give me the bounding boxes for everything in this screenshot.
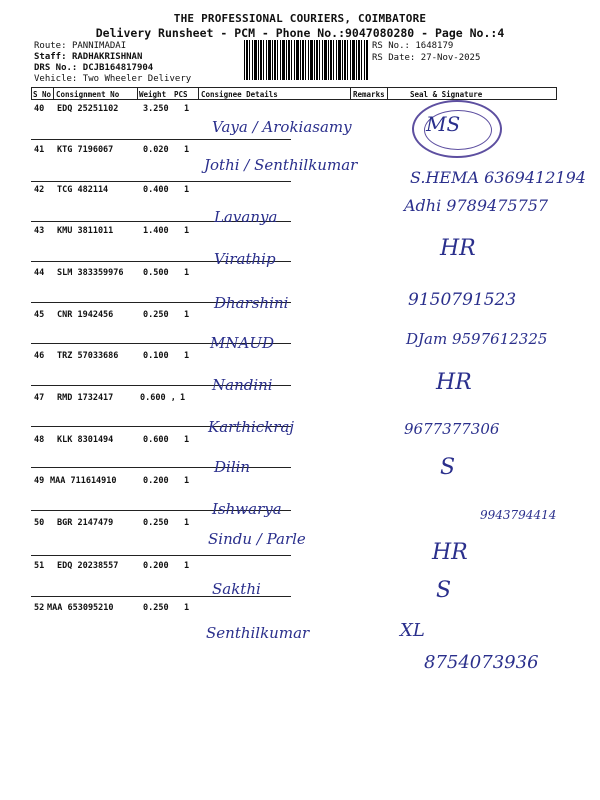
table-header-border bbox=[31, 99, 556, 100]
row-weight: 0.400 bbox=[143, 185, 169, 195]
row-divider bbox=[31, 467, 291, 468]
handwritten-consignee: MNAUD bbox=[210, 334, 274, 352]
row-weight: 0.200 bbox=[143, 476, 169, 486]
row-pcs: 1 bbox=[184, 518, 190, 528]
route-value: PANNIMADAI bbox=[71, 41, 127, 51]
handwritten-consignee: Sindu / Parle bbox=[208, 530, 306, 548]
col-header-weight: Weight bbox=[139, 90, 167, 99]
row-divider bbox=[31, 555, 291, 556]
row-sno: 40 bbox=[34, 104, 45, 114]
col-divider bbox=[53, 87, 54, 100]
handwritten-signature: S bbox=[440, 455, 456, 480]
handwritten-signature: 9677377306 bbox=[404, 420, 500, 438]
col-divider bbox=[31, 87, 32, 100]
row-pcs: 1 bbox=[184, 185, 190, 195]
row-consignment-no: EDQ 25251102 bbox=[57, 104, 119, 114]
staff-label: Staff: bbox=[34, 52, 67, 62]
row-pcs: 1 bbox=[180, 393, 186, 403]
route-field bbox=[34, 41, 126, 51]
row-pcs: 1 bbox=[184, 310, 190, 320]
row-sno: 47 bbox=[34, 393, 45, 403]
route-label: Route: bbox=[34, 41, 67, 51]
row-sno: 41 bbox=[34, 145, 45, 155]
rs-no-field bbox=[372, 41, 453, 51]
row-consignment-no: TCG 482114 bbox=[57, 185, 109, 195]
row-weight: 0.250 bbox=[143, 603, 169, 613]
rs-date-field bbox=[372, 53, 480, 63]
vehicle-value: Two Wheeler Delivery bbox=[82, 74, 192, 84]
row-sno: 45 bbox=[34, 310, 45, 320]
row-sno: 44 bbox=[34, 268, 45, 278]
row-divider bbox=[31, 139, 291, 140]
row-sno: 43 bbox=[34, 226, 45, 236]
row-sno: 42 bbox=[34, 185, 45, 195]
handwritten-signature: XL bbox=[400, 620, 425, 641]
handwritten-consignee: Virathip bbox=[214, 250, 276, 268]
handwritten-consignee: Lavanya bbox=[214, 208, 278, 226]
col-divider bbox=[387, 87, 388, 100]
handwritten-consignee: Jothi / Senthilkumar bbox=[204, 156, 358, 174]
row-weight: 0.250 bbox=[143, 310, 169, 320]
rs-no-value: 1648179 bbox=[415, 41, 454, 51]
handwritten-signature: Adhi 9789475757 bbox=[404, 196, 549, 215]
col-header-consignee: Consignee Details bbox=[201, 90, 278, 99]
col-header-pcs: PCS bbox=[174, 90, 188, 99]
row-pcs: 1 bbox=[184, 561, 190, 571]
row-weight: 0.200 bbox=[143, 561, 169, 571]
handwritten-signature: HR bbox=[440, 236, 476, 261]
row-sno: 49 bbox=[34, 476, 45, 486]
handwritten-signature: HR bbox=[436, 370, 472, 395]
col-divider bbox=[198, 87, 199, 100]
drs-value: DCJB164817904 bbox=[82, 63, 154, 73]
row-sno: 46 bbox=[34, 351, 45, 361]
row-consignment-no: KMU 3811011 bbox=[57, 226, 114, 236]
row-consignment-no: EDQ 20238557 bbox=[57, 561, 119, 571]
row-pcs: 1 bbox=[184, 104, 190, 114]
row-pcs: 1 bbox=[184, 435, 190, 445]
row-pcs: 1 bbox=[184, 476, 190, 486]
row-sno: 50 bbox=[34, 518, 45, 528]
col-divider bbox=[556, 87, 557, 100]
handwritten-signature: HR bbox=[432, 540, 468, 565]
row-sno: 48 bbox=[34, 435, 45, 445]
row-sno: 51 bbox=[34, 561, 45, 571]
row-weight: 0.600 , bbox=[140, 393, 176, 403]
rs-no-label: RS No.: bbox=[372, 41, 410, 51]
col-divider bbox=[137, 87, 138, 100]
row-consignment-no: MAA 653095210 bbox=[47, 603, 114, 613]
vehicle-field bbox=[34, 74, 191, 84]
drs-label: DRS No.: bbox=[34, 63, 78, 73]
row-divider bbox=[31, 181, 291, 182]
row-weight: 0.100 bbox=[143, 351, 169, 361]
handwritten-signature: 9943794414 bbox=[480, 508, 557, 522]
row-weight: 1.400 bbox=[143, 226, 169, 236]
handwritten-consignee: Vaya / Arokiasamy bbox=[212, 118, 352, 136]
handwritten-signature: 9150791523 bbox=[408, 290, 517, 310]
barcode bbox=[244, 40, 368, 80]
row-pcs: 1 bbox=[184, 351, 190, 361]
row-consignment-no: MAA 711614910 bbox=[50, 476, 117, 486]
handwritten-consignee: Dharshini bbox=[214, 294, 289, 312]
staff-field bbox=[34, 52, 142, 62]
row-sno: 52 bbox=[34, 603, 45, 613]
handwritten-signature: S.HEMA 6369412194 bbox=[410, 168, 586, 187]
row-weight: 0.020 bbox=[143, 145, 169, 155]
col-header-sno: S No bbox=[33, 90, 52, 99]
table-top-border bbox=[31, 87, 556, 88]
vehicle-label: Vehicle: bbox=[34, 74, 78, 84]
handwritten-consignee: Dilin bbox=[214, 458, 251, 476]
handwritten-signature: MS bbox=[426, 112, 461, 136]
company-title: THE PROFESSIONAL COURIERS, COIMBATORE bbox=[173, 12, 427, 25]
staff-value: RADHAKRISHNAN bbox=[71, 52, 143, 62]
col-header-remarks: Remarks bbox=[353, 90, 385, 99]
handwritten-phone-note: 8754073936 bbox=[424, 652, 539, 673]
row-consignment-no: KLK 8301494 bbox=[57, 435, 114, 445]
row-consignment-no: CNR 1942456 bbox=[57, 310, 114, 320]
drs-field bbox=[34, 63, 153, 73]
row-pcs: 1 bbox=[184, 268, 190, 278]
row-pcs: 1 bbox=[184, 226, 190, 236]
rs-date-label: RS Date: bbox=[372, 53, 416, 63]
col-header-consignment: Consignment No bbox=[56, 90, 120, 99]
row-consignment-no: KTG 7196067 bbox=[57, 145, 114, 155]
handwritten-signature: S bbox=[436, 578, 452, 603]
row-consignment-no: TRZ 57033686 bbox=[57, 351, 119, 361]
row-consignment-no: RMD 1732417 bbox=[57, 393, 114, 403]
handwritten-signature: DJam 9597612325 bbox=[406, 330, 548, 348]
row-weight: 0.500 bbox=[143, 268, 169, 278]
handwritten-consignee: Nandini bbox=[212, 376, 273, 394]
row-pcs: 1 bbox=[184, 603, 190, 613]
col-header-seal: Seal & Signature bbox=[410, 90, 483, 99]
row-consignment-no: SLM 383359976 bbox=[57, 268, 124, 278]
col-divider bbox=[350, 87, 351, 100]
runsheet-title: Delivery Runsheet - PCM - Phone No.:9047080280 - Page No.:4 bbox=[95, 26, 505, 40]
row-weight: 0.250 bbox=[143, 518, 169, 528]
row-weight: 3.250 bbox=[143, 104, 169, 114]
row-consignment-no: BGR 2147479 bbox=[57, 518, 114, 528]
row-weight: 0.600 bbox=[143, 435, 169, 445]
rs-date-value: 27-Nov-2025 bbox=[420, 53, 481, 63]
handwritten-consignee: Karthickraj bbox=[208, 418, 295, 436]
row-pcs: 1 bbox=[184, 145, 190, 155]
handwritten-consignee: Sakthi bbox=[212, 580, 261, 598]
handwritten-consignee: Ishwarya bbox=[212, 500, 282, 518]
handwritten-consignee: Senthilkumar bbox=[206, 624, 310, 642]
